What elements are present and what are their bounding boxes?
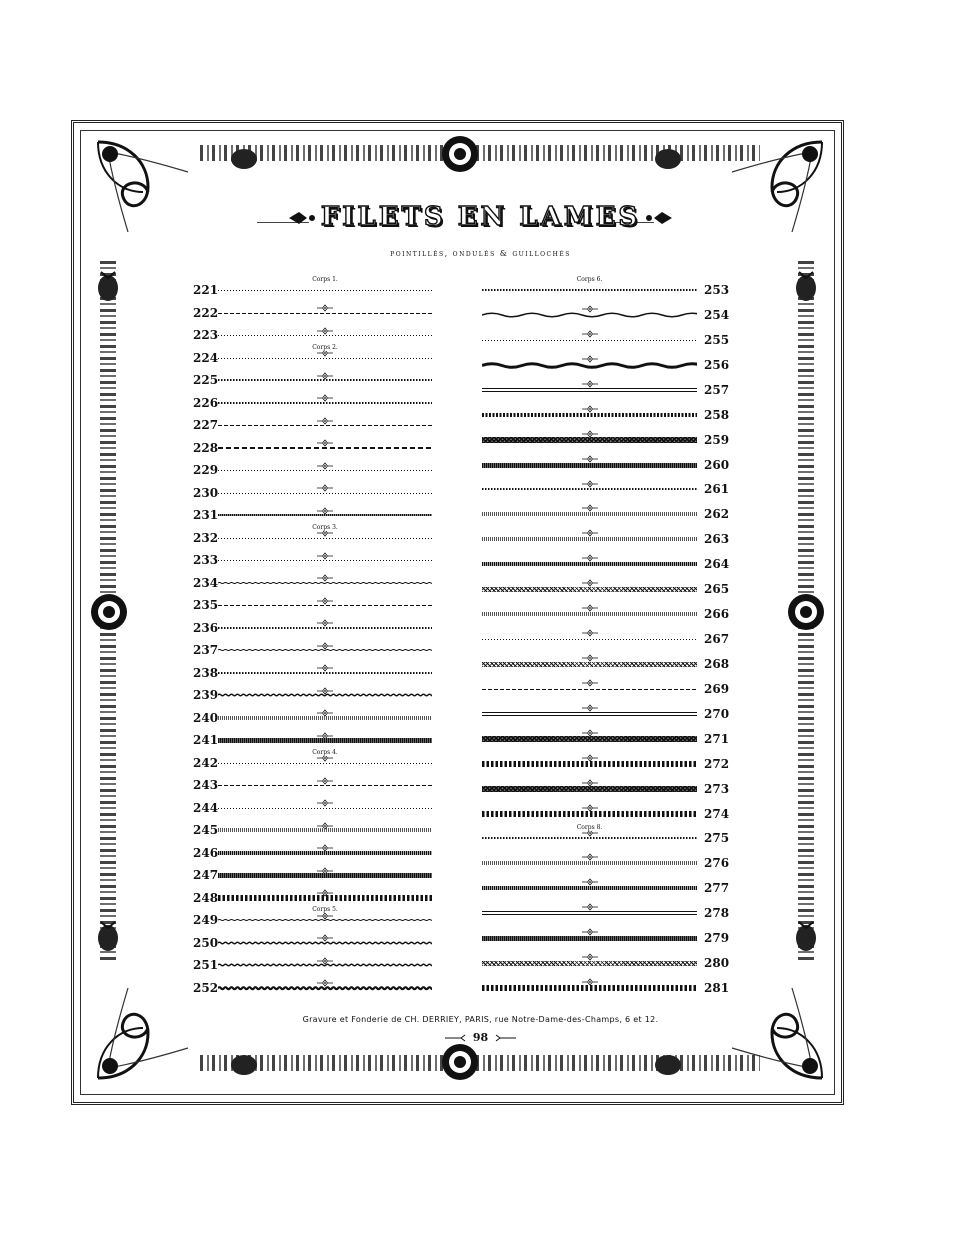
specimen-rule	[218, 672, 432, 674]
rule-row	[0, 956, 961, 972]
title-ornament-icon	[644, 210, 674, 226]
rule-number: 261	[704, 482, 730, 496]
rule-row	[0, 882, 961, 894]
small-ornament-icon	[316, 500, 334, 508]
rule-number: 263	[704, 532, 730, 546]
rule-number: 249	[193, 913, 219, 927]
rule-number: 239	[193, 688, 219, 702]
specimen-rule	[218, 447, 432, 449]
specimen-rule	[482, 786, 697, 792]
rule-row	[0, 359, 961, 371]
small-ornament-icon	[581, 423, 599, 431]
rule-number: 236	[193, 621, 219, 635]
small-ornament-icon	[316, 320, 334, 328]
small-ornament-icon	[581, 497, 599, 505]
rule-number: 264	[704, 557, 730, 571]
specimen-rule	[218, 425, 432, 426]
specimen-rule	[218, 379, 432, 381]
rule-number: 247	[193, 868, 219, 882]
rule-row	[0, 284, 961, 296]
rule-number: 276	[704, 856, 730, 870]
corps-label: Corps 1.	[285, 276, 365, 283]
rule-number: 226	[193, 396, 219, 410]
specimen-rule	[482, 662, 697, 667]
rule-row	[0, 334, 961, 346]
rule-row	[0, 808, 961, 820]
corps-label: Corps 3.	[285, 524, 365, 531]
rule-number: 251	[193, 958, 219, 972]
specimen-rule	[482, 886, 697, 890]
specimen-rule	[482, 413, 697, 417]
specimen-rule	[482, 861, 697, 865]
small-ornament-icon	[445, 1034, 467, 1042]
rule-row	[0, 932, 961, 944]
specimen-rule	[482, 463, 697, 468]
rule-number: 238	[193, 666, 219, 680]
small-ornament-icon	[581, 522, 599, 530]
small-ornament-icon	[581, 348, 599, 356]
rule-row	[0, 733, 961, 745]
rule-number: 260	[704, 458, 730, 472]
page-number-text: 98	[472, 1031, 489, 1044]
small-ornament-icon	[581, 448, 599, 456]
specimen-rule	[482, 488, 697, 490]
pinecone-icon	[224, 1052, 258, 1078]
rule-number: 277	[704, 881, 730, 895]
rule-number: 245	[193, 823, 219, 837]
small-ornament-icon	[581, 547, 599, 555]
rule-row	[0, 708, 961, 720]
small-ornament-icon	[581, 946, 599, 954]
rule-row	[0, 533, 961, 545]
small-ornament-icon	[581, 373, 599, 381]
small-ornament-icon	[316, 725, 334, 733]
rule-number: 227	[193, 418, 219, 432]
specimen-rule	[218, 895, 432, 901]
specimen-rule	[482, 437, 697, 443]
specimen-rule	[482, 736, 697, 742]
rule-number: 243	[193, 778, 219, 792]
small-ornament-icon	[581, 672, 599, 680]
rule-number: 271	[704, 732, 730, 746]
specimen-rule	[482, 359, 697, 372]
specimen-rule	[482, 289, 697, 291]
rule-row	[0, 558, 961, 570]
page-number	[445, 1031, 516, 1044]
rule-number: 258	[704, 408, 730, 422]
specimen-rule	[218, 627, 432, 629]
rule-number: 230	[193, 486, 219, 500]
specimen-rule	[482, 562, 697, 566]
specimen-rule	[482, 310, 697, 320]
rule-number: 241	[193, 733, 219, 747]
specimen-rule	[482, 761, 697, 767]
rule-number: 270	[704, 707, 730, 721]
rule-row	[0, 459, 961, 471]
specimen-rule	[482, 689, 697, 690]
pinecone-icon	[654, 146, 688, 172]
rule-row	[0, 583, 961, 595]
rule-number: 237	[193, 643, 219, 657]
rule-number: 266	[704, 607, 730, 621]
corps-label: Corps 5.	[285, 906, 365, 913]
small-ornament-icon	[581, 697, 599, 705]
corps-label: Corps 8.	[550, 824, 630, 831]
rule-number: 281	[704, 981, 730, 995]
rule-row	[0, 758, 961, 770]
small-ornament-icon	[581, 846, 599, 854]
specimen-rule	[482, 537, 697, 541]
rule-row	[0, 306, 961, 322]
rule-number: 257	[704, 383, 730, 397]
small-ornament-icon	[581, 597, 599, 605]
specimen-rule	[482, 587, 697, 592]
specimen-rule	[482, 512, 697, 516]
small-ornament-icon	[581, 647, 599, 655]
specimen-rule	[482, 388, 697, 392]
rule-number: 273	[704, 782, 730, 796]
rule-number: 229	[193, 463, 219, 477]
rule-number: 250	[193, 936, 219, 950]
rule-row	[0, 508, 961, 520]
small-ornament-icon	[581, 772, 599, 780]
small-ornament-icon	[581, 398, 599, 406]
rosette-icon	[440, 1042, 480, 1082]
rule-number: 225	[193, 373, 219, 387]
small-ornament-icon	[581, 298, 599, 306]
small-ornament-icon	[316, 770, 334, 778]
specimen-rule	[482, 961, 697, 966]
small-ornament-icon	[581, 971, 599, 979]
rule-number: 280	[704, 956, 730, 970]
pinecone-icon	[224, 146, 258, 172]
small-ornament-icon	[581, 871, 599, 879]
rule-number: 222	[193, 306, 219, 320]
rule-number: 262	[704, 507, 730, 521]
small-ornament-icon	[581, 896, 599, 904]
page-title	[287, 202, 674, 232]
rule-number: 267	[704, 632, 730, 646]
corps-label: Corps 4.	[285, 749, 365, 756]
specimen-rule	[218, 402, 432, 404]
page-subtitle: pointillés, ondulés & guillochés	[390, 249, 571, 258]
specimen-rule	[482, 837, 697, 839]
rule-number: 256	[704, 358, 730, 372]
rule-row	[0, 397, 961, 409]
small-ornament-icon	[581, 722, 599, 730]
rule-number: 231	[193, 508, 219, 522]
rule-number: 235	[193, 598, 219, 612]
corps-label: Corps 6.	[550, 276, 630, 283]
title-ornament-icon	[287, 210, 317, 226]
rule-row	[0, 608, 961, 620]
rule-row	[0, 783, 961, 795]
specimen-rule	[482, 639, 697, 640]
rule-number: 221	[193, 283, 219, 297]
rule-row	[0, 658, 961, 670]
small-ornament-icon	[316, 545, 334, 553]
rule-number: 255	[704, 333, 730, 347]
rosette-icon	[440, 134, 480, 174]
specimen-rule	[218, 648, 432, 652]
rule-number: 259	[704, 433, 730, 447]
rule-row	[0, 683, 961, 695]
page-title-text: FILETS EN LAMES	[320, 202, 641, 232]
small-ornament-icon	[494, 1034, 516, 1042]
specimen-rule	[482, 612, 697, 616]
specimen-rule	[482, 985, 697, 991]
rule-row	[0, 644, 961, 656]
rule-number: 268	[704, 657, 730, 671]
rule-number: 254	[704, 308, 730, 322]
rule-number: 279	[704, 931, 730, 945]
rule-row	[0, 483, 961, 495]
small-ornament-icon	[581, 747, 599, 755]
page-number-block	[0, 1026, 961, 1045]
rule-number: 274	[704, 807, 730, 821]
rule-row	[0, 982, 961, 994]
small-ornament-icon	[316, 297, 334, 305]
rule-row	[0, 384, 961, 396]
rule-row	[0, 907, 961, 919]
small-ornament-icon	[581, 323, 599, 331]
rule-number: 275	[704, 831, 730, 845]
rule-number: 234	[193, 576, 219, 590]
rule-number: 240	[193, 711, 219, 725]
rule-number: 269	[704, 682, 730, 696]
rule-number: 224	[193, 351, 219, 365]
rule-row	[0, 869, 961, 881]
rule-number: 252	[193, 981, 219, 995]
rule-number: 242	[193, 756, 219, 770]
small-ornament-icon	[581, 921, 599, 929]
rule-row	[0, 633, 961, 645]
rule-row	[0, 832, 961, 844]
rule-number: 232	[193, 531, 219, 545]
title-block	[0, 202, 961, 232]
rule-row	[0, 409, 961, 421]
rule-number: 233	[193, 553, 219, 567]
small-ornament-icon	[581, 797, 599, 805]
rule-number: 223	[193, 328, 219, 342]
rule-number: 265	[704, 582, 730, 596]
rule-number: 278	[704, 906, 730, 920]
rule-number: 272	[704, 757, 730, 771]
specimen-rule	[482, 811, 697, 817]
pinecone-icon	[654, 1052, 688, 1078]
small-ornament-icon	[581, 572, 599, 580]
specimen-rule	[482, 936, 697, 941]
small-ornament-icon	[581, 473, 599, 481]
footer-imprint: Gravure et Fonderie de CH. DERRIEY, PARIS, rue Notre-Dame-des-Champs, 6 et 12.	[302, 1015, 659, 1024]
rule-row	[0, 857, 961, 869]
rule-number: 246	[193, 846, 219, 860]
rule-number: 253	[704, 283, 730, 297]
specimen-rule	[482, 340, 697, 341]
rule-number: 244	[193, 801, 219, 815]
rule-number: 248	[193, 891, 219, 905]
rule-row	[0, 434, 961, 446]
specimen-rule	[482, 712, 697, 716]
small-ornament-icon	[581, 622, 599, 630]
corps-label: Corps 2.	[285, 344, 365, 351]
specimen-rule	[218, 873, 432, 878]
specimen-rule	[218, 851, 432, 855]
small-ornament-icon	[316, 972, 334, 980]
specimen-rule	[482, 911, 697, 915]
rule-number: 228	[193, 441, 219, 455]
specimen-rule	[218, 605, 432, 606]
